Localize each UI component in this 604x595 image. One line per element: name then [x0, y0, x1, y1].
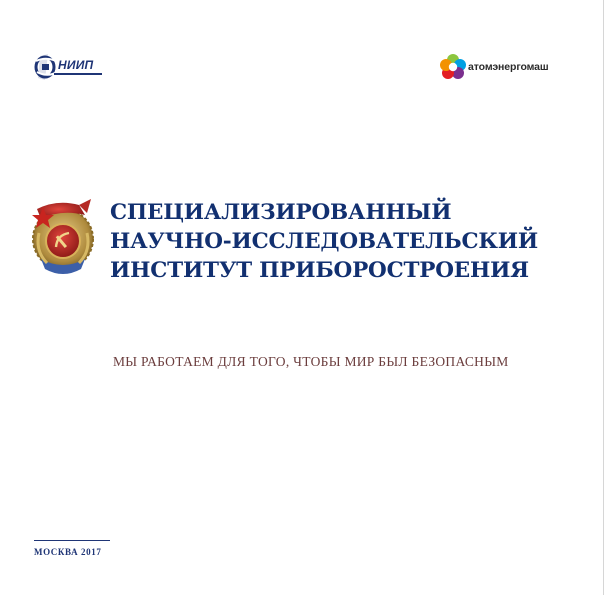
- slogan: МЫ РАБОТАЕМ ДЛЯ ТОГО, ЧТОБЫ МИР БЫЛ БЕЗОПАСНЫМ: [113, 354, 509, 369]
- sniip-logo-underline: [54, 73, 102, 75]
- footer-divider: [34, 540, 110, 541]
- atomenergomash-flower-icon: [440, 53, 466, 81]
- order-of-red-banner-of-labour-icon: [27, 193, 99, 279]
- sniip-logo-text: НИИП: [58, 58, 94, 72]
- title-line-1: СПЕЦИАЛИЗИРОВАННЫЙ: [110, 200, 452, 225]
- title-line-3: ИНСТИТУТ ПРИБОРОСТРОЕНИЯ: [110, 258, 529, 283]
- title-line-2: НАУЧНО-ИССЛЕДОВАТЕЛЬСКИЙ: [110, 229, 538, 254]
- institute-title: [110, 198, 590, 285]
- footer-city-year: МОСКВА 2017: [34, 547, 102, 557]
- atomenergomash-logo: [440, 53, 568, 83]
- order-badge: [27, 193, 99, 279]
- atomenergomash-logo-text: атомэнергомаш: [468, 61, 549, 73]
- sniip-logo: [34, 52, 108, 82]
